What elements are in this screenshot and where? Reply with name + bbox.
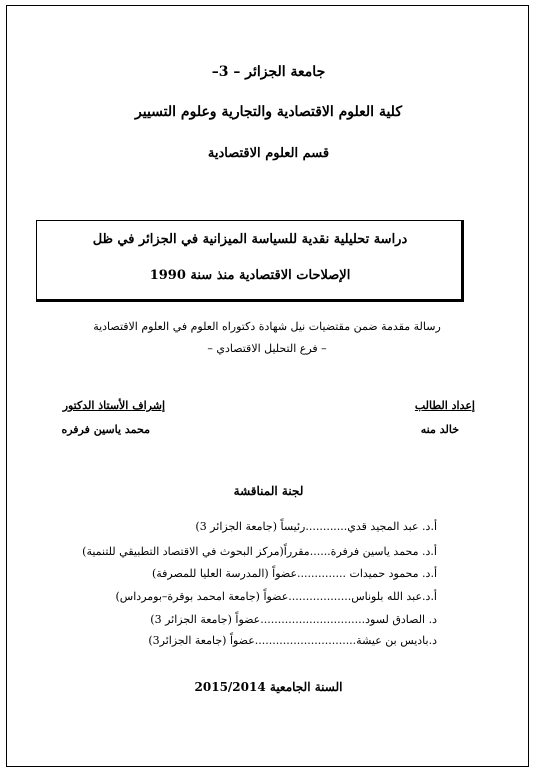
thesis-title-line-2: الإصلاحات الاقتصادية منذ سنة 1990 — [149, 268, 351, 283]
student-label: إعداد الطالب — [414, 399, 475, 412]
student-name: خالد منه — [420, 423, 459, 436]
committee-title: لجنة المناقشة — [233, 484, 304, 498]
committee-member: أ.د.عبد الله بلوناس..................عضواً (جامعة امحمد بوقرة–بومرداس) — [115, 590, 437, 603]
committee-member: د. الصادق لسود..............................عضواً (جامعة الجزائر 3) — [150, 613, 437, 626]
university-name: جامعة الجزائر – 3– — [211, 64, 326, 80]
committee-member: أ.د. عبد المجيد قدي............رئيساً (جامعة الجزائر 3) — [195, 520, 437, 533]
committee-member: أ.د. محمد ياسين فرفرة......مقرراً(مركز البحوث في الاقتصاد التطبيقي للتنمية) — [82, 545, 437, 558]
supervisor-label: إشراف الأستاذ الدكتور — [62, 399, 165, 412]
thesis-note-line-1: رسالة مقدمة ضمن مقتضيات نيل شهادة دكتوراه العلوم في العلوم الاقتصادية — [93, 320, 441, 333]
academic-year: السنة الجامعية 2015/2014 — [194, 680, 343, 694]
faculty-name: كلية العلوم الاقتصادية والتجارية وعلوم التسيير — [135, 104, 402, 120]
supervisor-name: محمد ياسين فرفره — [61, 423, 150, 436]
committee-member: د.باديس بن عيشة.............................عضواً (جامعة الجزائر3) — [148, 634, 437, 647]
thesis-note-line-2: – فرع التحليل الاقتصادي – — [207, 342, 327, 355]
thesis-title-line-1: دراسة تحليلية نقدية للسياسة الميزانية في الجزائر في ظل — [92, 232, 408, 247]
committee-member: أ.د. محمود حميدات ..............عضواً (المدرسة العليا للمصرفة) — [151, 567, 437, 580]
department-name: قسم العلوم الاقتصادية — [207, 146, 330, 161]
